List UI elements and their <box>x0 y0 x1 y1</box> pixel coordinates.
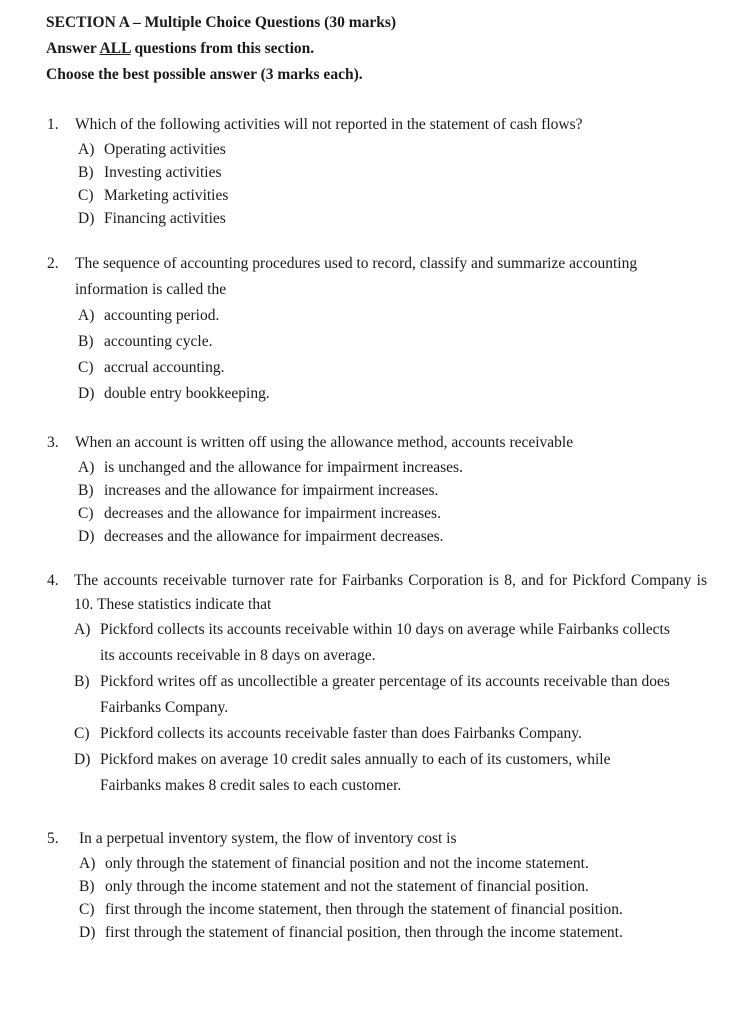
option-text: accounting period. <box>104 307 220 324</box>
question-number: 1. <box>47 116 59 133</box>
question-text: In a perpetual inventory system, the flow of inventory cost is <box>79 830 457 847</box>
option-b <box>74 669 674 721</box>
instruction-suffix: questions from this section. <box>130 40 315 57</box>
question-stem <box>47 251 647 303</box>
option-list <box>47 456 717 548</box>
option-letter: D) <box>78 385 95 402</box>
option-text: first through the statement of financial position, then through the income statement. <box>105 924 623 941</box>
instruction-line <box>46 36 396 62</box>
question-number: 4. <box>47 572 59 589</box>
option-letter: C) <box>74 725 90 742</box>
option-d <box>78 381 647 407</box>
option-letter: A) <box>79 855 96 872</box>
option-text: only through the income statement and not the statement of financial position. <box>105 878 589 895</box>
option-text: Pickford collects its accounts receivable faster than does Fairbanks Company. <box>100 725 582 742</box>
option-text: Pickford writes off as uncollectible a greater percentage of its accounts receivable than does Fairbanks Company. <box>100 673 670 716</box>
question-stem <box>47 826 727 852</box>
question-text: Which of the following activities will not reported in the statement of cash flows? <box>75 116 583 133</box>
question-number: 3. <box>47 434 59 451</box>
option-d <box>74 747 674 799</box>
option-list <box>47 617 674 799</box>
question-number: 5. <box>47 830 59 847</box>
option-d <box>78 207 717 230</box>
option-list <box>47 852 727 944</box>
option-text: Investing activities <box>104 164 222 181</box>
option-text: increases and the allowance for impairment increases. <box>104 482 439 499</box>
question-2 <box>47 251 647 407</box>
option-d <box>78 525 717 548</box>
option-text: Pickford makes on average 10 credit sales annually to each of its customers, while Fairbanks makes 8 credit sales to each customer. <box>100 751 611 794</box>
question-3 <box>47 430 717 548</box>
option-text: is unchanged and the allowance for impairment increases. <box>104 459 463 476</box>
option-a <box>74 617 674 669</box>
section-header <box>46 10 396 88</box>
question-text: When an account is written off using the allowance method, accounts receivable <box>75 434 574 451</box>
option-c <box>79 898 727 921</box>
option-a <box>78 138 717 161</box>
option-a <box>79 852 727 875</box>
option-list <box>47 138 717 230</box>
option-b <box>78 161 717 184</box>
question-stem <box>47 569 707 617</box>
question-stem <box>47 112 717 138</box>
option-letter: D) <box>78 210 95 227</box>
option-letter: B) <box>78 164 94 181</box>
question-text: The accounts receivable turnover rate for Fairbanks Corporation is 8, and for Pickford Company is 10. These statistics indicate that <box>74 572 707 613</box>
option-c <box>74 721 674 747</box>
option-letter: C) <box>78 505 94 522</box>
option-b <box>78 479 717 502</box>
option-text: Financing activities <box>104 210 226 227</box>
option-text: only through the statement of financial position and not the income statement. <box>105 855 589 872</box>
question-stem <box>47 430 717 456</box>
option-letter: B) <box>78 333 94 350</box>
option-text: decreases and the allowance for impairment decreases. <box>104 528 444 545</box>
option-text: decreases and the allowance for impairment increases. <box>104 505 441 522</box>
question-text: The sequence of accounting procedures used to record, classify and summarize accounting information is called the <box>75 255 638 298</box>
option-a <box>78 303 647 329</box>
instruction-prefix: Answer <box>46 40 100 57</box>
option-text: Operating activities <box>104 141 226 158</box>
question-4 <box>47 569 707 799</box>
option-letter: C) <box>78 187 94 204</box>
option-letter: D) <box>79 924 96 941</box>
option-letter: B) <box>79 878 95 895</box>
option-letter: D) <box>74 751 91 768</box>
option-text: double entry bookkeeping. <box>104 385 270 402</box>
option-text: Pickford collects its accounts receivable within 10 days on average while Fairbanks collects its accounts receivable in 8 days on average. <box>100 621 670 664</box>
option-b <box>78 329 647 355</box>
question-5 <box>47 826 727 944</box>
instruction-emphasis: ALL <box>99 40 131 57</box>
option-text: accounting cycle. <box>104 333 213 350</box>
option-letter: B) <box>74 673 90 690</box>
question-number: 2. <box>47 255 59 272</box>
option-text: first through the income statement, then through the statement of financial position. <box>105 901 623 918</box>
option-letter: C) <box>78 359 94 376</box>
option-list <box>47 303 647 407</box>
question-1 <box>47 112 717 230</box>
option-letter: D) <box>78 528 95 545</box>
option-letter: B) <box>78 482 94 499</box>
option-letter: C) <box>79 901 95 918</box>
option-c <box>78 502 717 525</box>
option-text: Marketing activities <box>104 187 229 204</box>
option-letter: A) <box>78 459 95 476</box>
option-d <box>79 921 727 944</box>
option-c <box>78 355 647 381</box>
option-b <box>79 875 727 898</box>
instruction-line-2: Choose the best possible answer (3 marks each). <box>46 66 363 83</box>
option-letter: A) <box>74 621 91 638</box>
option-a <box>78 456 717 479</box>
option-c <box>78 184 717 207</box>
section-title: SECTION A – Multiple Choice Questions (30 marks) <box>46 14 397 31</box>
option-text: accrual accounting. <box>104 359 225 376</box>
option-letter: A) <box>78 141 95 158</box>
option-letter: A) <box>78 307 95 324</box>
